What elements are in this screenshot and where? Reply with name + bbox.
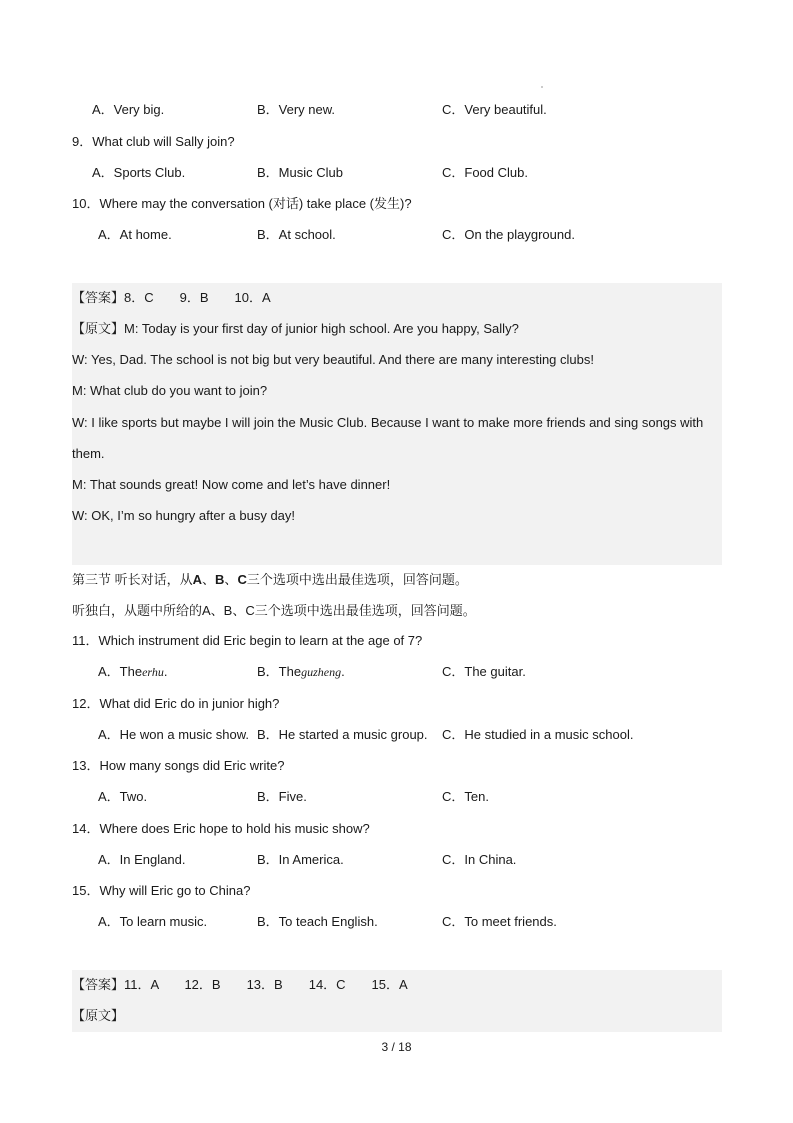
q10-option-a: A．At home. [98,227,172,242]
q12-option-b: B．He started a music group. [257,727,428,742]
q8-option-a: A．Very big. [92,102,165,117]
option-prefix: B．The [257,664,302,679]
option-word: guzheng [301,665,342,679]
section-heading-prefix: 第三节 听长对话，从 [72,572,193,587]
speck [541,86,543,88]
transcript-line: M: Today is your first day of junior high school. Are you happy, Sally? [124,321,519,336]
option-letter: B [215,572,225,587]
section-instruction: 听独白，从题中所给的A、B、C三个选项中选出最佳选项，回答问题。 [72,603,476,618]
transcript-label: 【原文】 [72,321,125,336]
q9-question: 9．What club will Sally join? [72,134,235,149]
transcript-label-2: 【原文】 [72,1008,125,1023]
q11-option-c: C．The guitar. [442,664,526,679]
separator: 、 [202,572,216,587]
option-suffix: . [341,664,345,679]
q15-option-a: A．To learn music. [98,914,208,929]
transcript-line: W: Yes, Dad. The school is not big but very beautiful. And there are many interesting clubs! [72,352,594,367]
q11-option-a [98,663,167,681]
answer-key-2: 【答案】11．A 12．B 13．B 14．C 15．A [72,977,408,992]
q11-option-b [257,663,345,681]
q13-question: 13．How many songs did Eric write? [72,758,285,773]
q9-option-a: A．Sports Club. [92,165,186,180]
q14-question: 14．Where does Eric hope to hold his music show? [72,821,370,836]
q11-question: 11．Which instrument did Eric begin to learn at the age of 7? [72,633,423,648]
section-heading [72,571,468,589]
q12-option-a: A．He won a music show. [98,727,250,742]
option-letter: C [237,572,247,587]
q8-option-c: C．Very beautiful. [442,102,547,117]
q15-question: 15．Why will Eric go to China? [72,883,251,898]
q13-option-b: B．Five. [257,789,307,804]
transcript-line: W: I like sports but maybe I will join the Music Club. Because I want to make more friends and sing songs with [72,415,704,430]
transcript-line: them. [72,446,105,461]
answer-key-1: 【答案】8．C 9．B 10．A [72,290,271,305]
q14-option-c: C．In China. [442,852,517,867]
q10-option-c: C．On the playground. [442,227,575,242]
q14-option-a: A．In England. [98,852,186,867]
transcript-1 [72,320,519,338]
q15-option-b: B．To teach English. [257,914,378,929]
q12-option-c: C．He studied in a music school. [442,727,634,742]
q9-option-c: C．Food Club. [442,165,528,180]
option-letter: A [192,572,203,587]
q13-option-c: C．Ten. [442,789,489,804]
q15-option-c: C．To meet friends. [442,914,557,929]
transcript-line: M: What club do you want to join? [72,383,268,398]
option-word: erhu [142,665,164,679]
page-number: 3 / 18 [381,1040,412,1054]
q10-question: 10．Where may the conversation (对话) take place (发生)? [72,196,412,211]
option-prefix: A．The [98,664,143,679]
section-heading-suffix: 三个选项中选出最佳选项，回答问题。 [246,572,468,587]
q12-question: 12．What did Eric do in junior high? [72,696,280,711]
transcript-line: M: That sounds great! Now come and let’s have dinner! [72,477,391,492]
q9-option-b: B．Music Club [257,165,343,180]
q8-option-b: B．Very new. [257,102,336,117]
q14-option-b: B．In America. [257,852,344,867]
q13-option-a: A．Two. [98,789,148,804]
q10-option-b: B．At school. [257,227,336,242]
transcript-line: W: OK, I’m so hungry after a busy day! [72,508,296,523]
option-suffix: . [163,664,168,679]
separator: 、 [224,572,238,587]
